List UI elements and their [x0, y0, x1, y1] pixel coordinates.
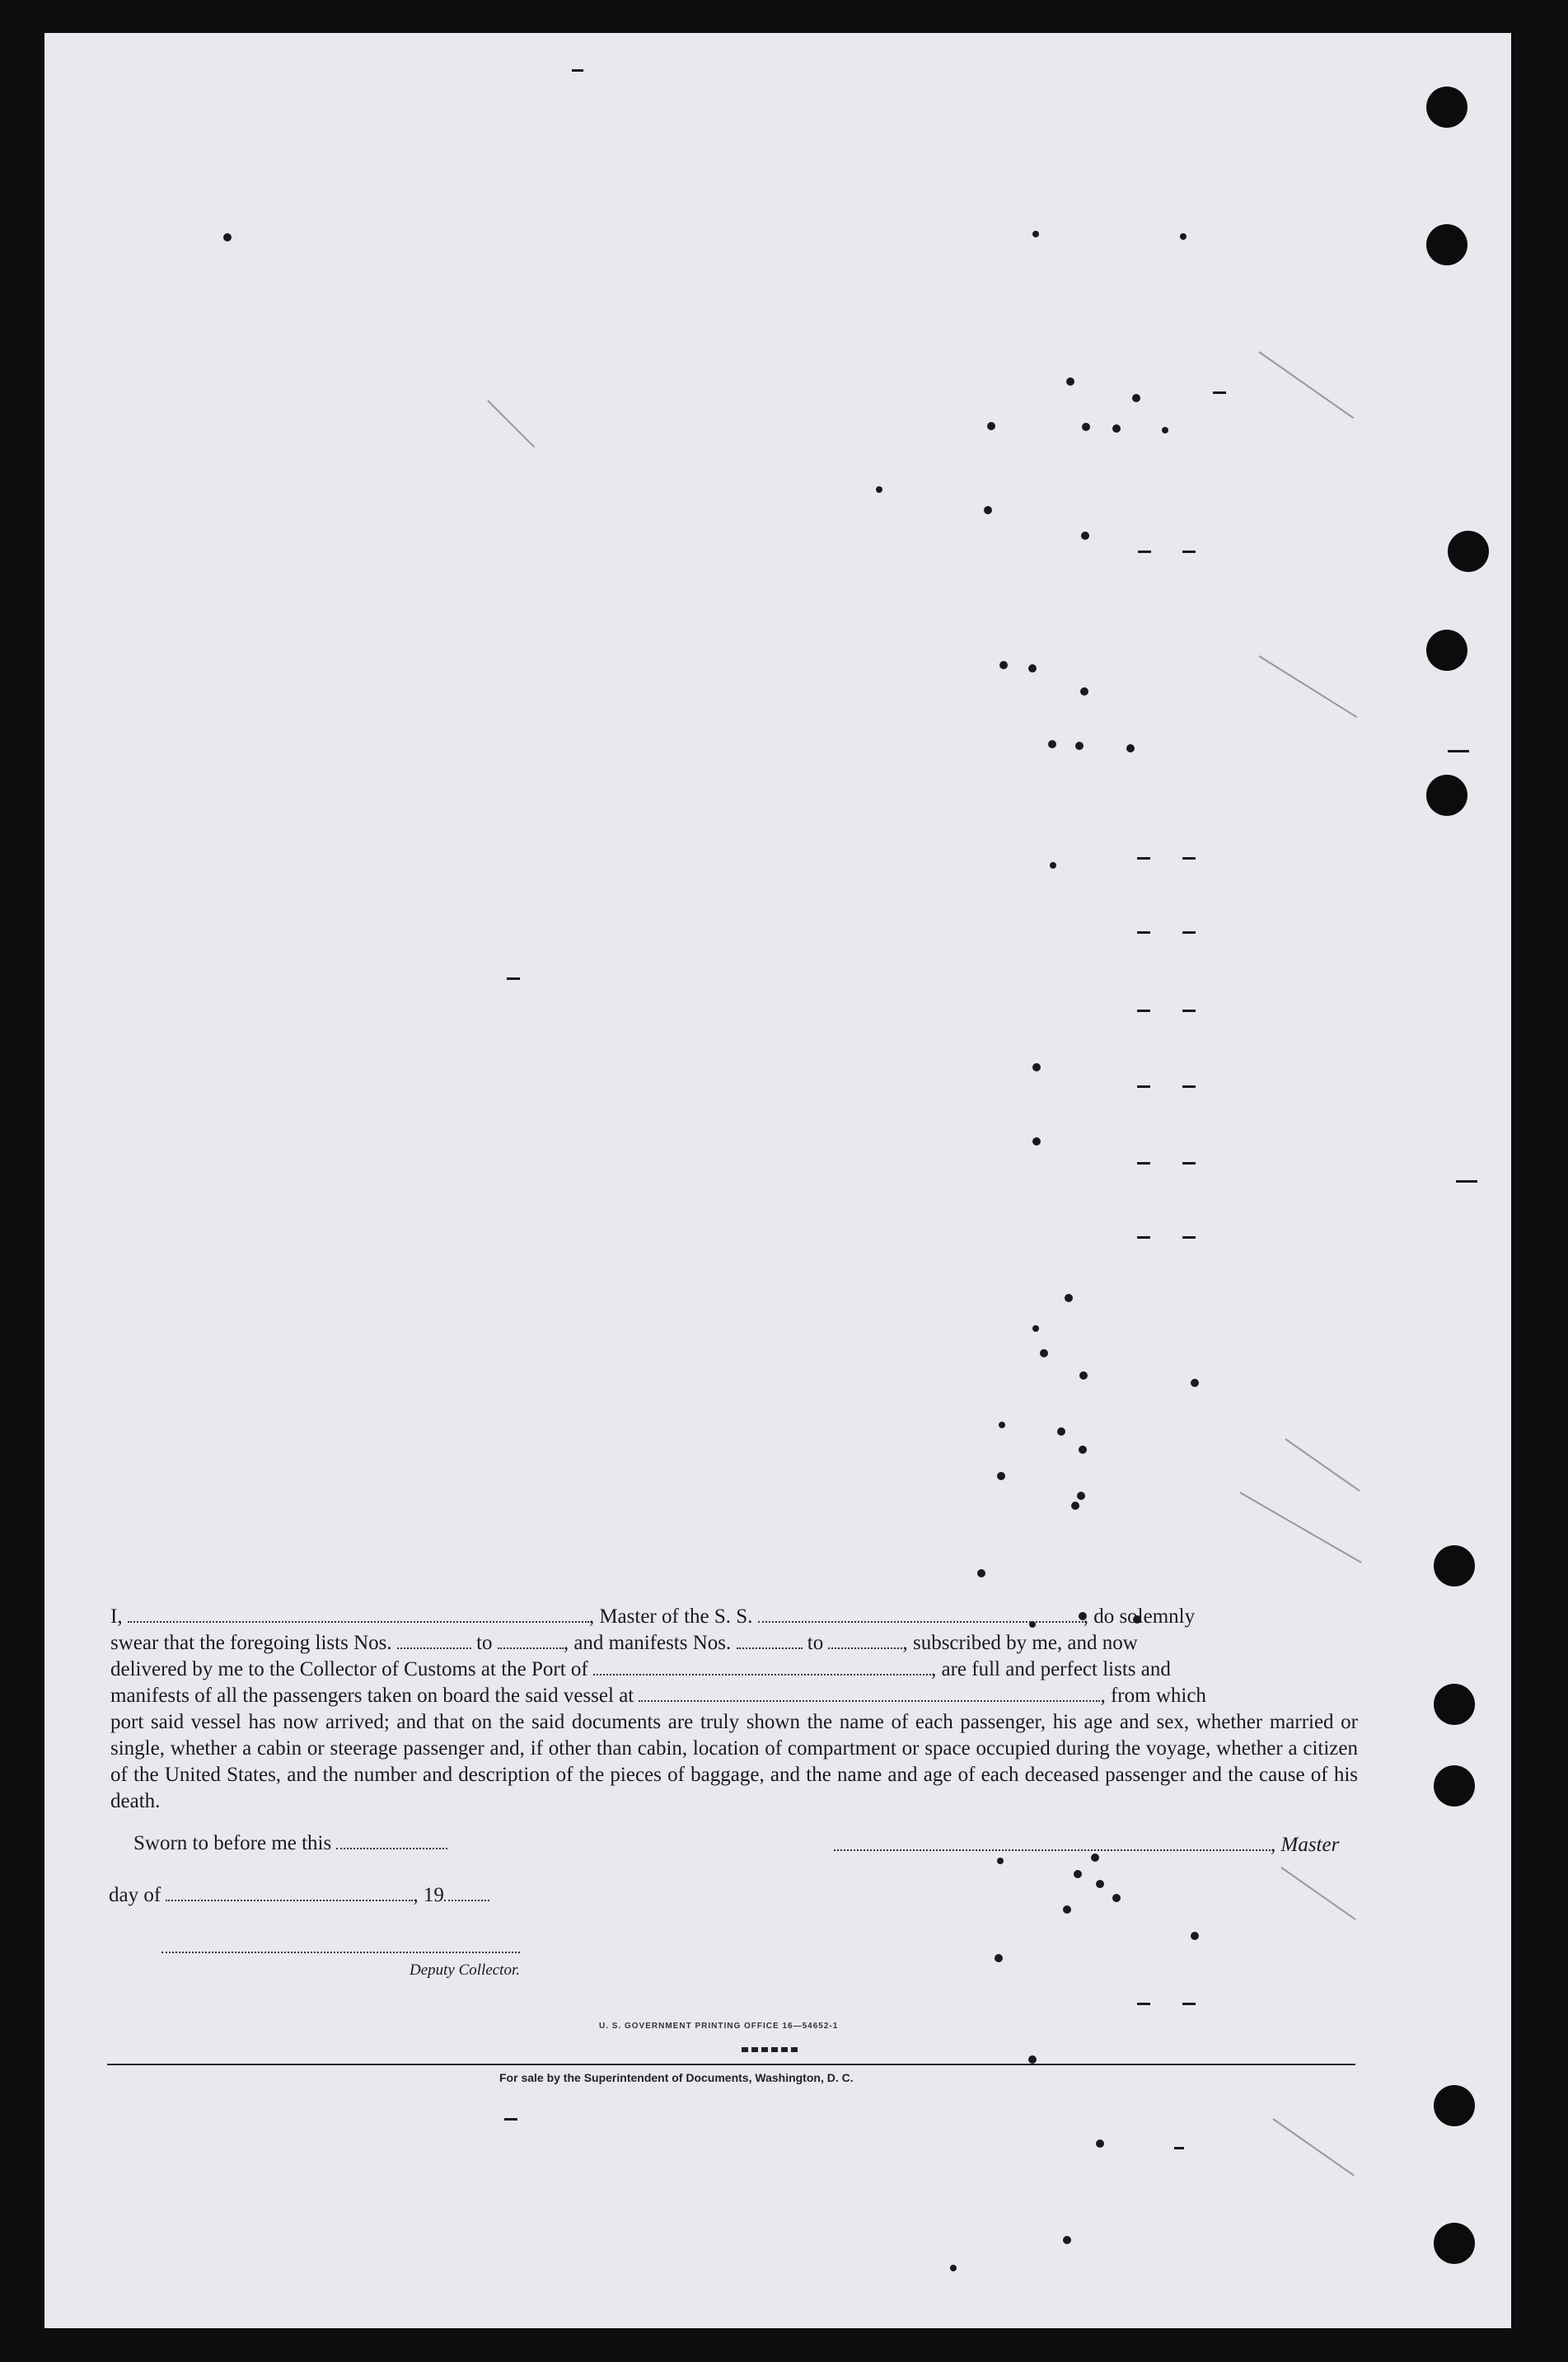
oath-text: , do solemnly — [1083, 1605, 1196, 1628]
sworn-label: Sworn to before me this — [133, 1832, 337, 1854]
ink-speck — [997, 1472, 1005, 1480]
oath-text: swear that the foregoing lists Nos. — [110, 1632, 397, 1654]
ink-speck — [1065, 1294, 1073, 1302]
master-name-field — [128, 1606, 589, 1623]
ink-speck — [1162, 427, 1168, 434]
ink-speck — [1032, 1325, 1039, 1332]
oath-text: delivered by me to the Collector of Customs at the Port of — [110, 1658, 593, 1680]
ink-speck — [1032, 1137, 1041, 1146]
oath-line-2 — [110, 1630, 1358, 1657]
master-oath — [110, 1604, 1358, 1815]
manifest-to-field — [828, 1633, 902, 1649]
ink-speck — [1126, 744, 1135, 752]
punch-hole — [1434, 2085, 1475, 2126]
oath-body: port said vessel has now arrived; and that on the said documents are truly shown the name of each passenger, his age and sex, whether married or single, whether a cabin or steerage passenger and, if other than cabin, location of compartment or space occupied during the voyage, whether a citizen of the United States, and the number and description of the pieces of baggage, and the name and age of each deceased passenger and the cause of his death. — [110, 1711, 1358, 1812]
ink-speck — [1048, 740, 1056, 748]
ship-name-field — [758, 1606, 1084, 1623]
ink-dash — [507, 977, 520, 980]
footer-rule — [107, 2064, 1355, 2065]
day-line — [109, 1884, 489, 1907]
ink-speck — [1081, 532, 1089, 540]
port-field — [593, 1659, 931, 1675]
ink-speck — [984, 506, 992, 514]
ink-speck — [1075, 742, 1084, 750]
oath-line-3 — [110, 1657, 1358, 1683]
master-signature-line — [834, 1834, 1339, 1857]
ink-speck — [1032, 231, 1039, 237]
printing-office-note: U. S. GOVERNMENT PRINTING OFFICE 16—54652-1 — [599, 2022, 839, 2031]
ink-speck — [1112, 1894, 1121, 1902]
master-label: , Master — [1271, 1834, 1340, 1856]
for-sale-note: For sale by the Superintendent of Documents, Washington, D. C. — [499, 2071, 854, 2084]
ink-dash — [1182, 1085, 1196, 1088]
list-from-field — [397, 1633, 471, 1649]
ink-speck — [1071, 1502, 1079, 1510]
ink-speck — [1028, 2055, 1037, 2064]
ink-dash — [1137, 931, 1150, 934]
ink-dash — [1137, 1162, 1150, 1165]
day-of-label: day of — [109, 1884, 166, 1906]
oath-text: , and manifests Nos. — [563, 1632, 737, 1654]
oath-text: manifests of all the passengers taken on board the said vessel at — [110, 1685, 639, 1707]
punch-hole — [1426, 224, 1467, 265]
departure-port-field — [639, 1685, 1100, 1702]
oath-text: , are full and perfect lists and — [931, 1658, 1171, 1680]
ink-speck — [1063, 2236, 1071, 2244]
ink-speck — [1057, 1427, 1065, 1436]
ink-speck — [1066, 377, 1074, 386]
ink-speck — [1074, 1870, 1082, 1878]
ink-speck — [997, 1858, 1004, 1864]
oath-line-1 — [110, 1604, 1358, 1630]
punch-hole — [1426, 630, 1467, 671]
ink-speck — [1180, 233, 1187, 240]
deputy-collector-block — [161, 1937, 520, 1980]
printer-ornament — [742, 2047, 799, 2052]
ink-dash — [504, 2118, 517, 2121]
sworn-line — [133, 1832, 447, 1855]
oath-text: to — [470, 1632, 498, 1654]
list-to-field — [498, 1633, 564, 1649]
ink-speck — [987, 422, 995, 430]
ink-speck — [1112, 424, 1121, 433]
ink-speck — [999, 661, 1008, 669]
ink-speck — [999, 1422, 1005, 1428]
ink-speck — [1079, 1446, 1087, 1454]
day-field — [166, 1885, 413, 1901]
ink-dash — [1182, 1236, 1196, 1239]
ink-speck — [223, 233, 232, 241]
ink-speck — [1050, 862, 1056, 869]
punch-hole — [1434, 1765, 1475, 1807]
ink-speck — [1082, 423, 1090, 431]
ink-speck — [1191, 1932, 1199, 1940]
ink-speck — [1077, 1492, 1085, 1500]
margin-mark — [1456, 1180, 1477, 1183]
document-page — [44, 33, 1511, 2328]
ink-dash — [1182, 931, 1196, 934]
ink-speck — [1063, 1905, 1071, 1914]
year-label: , 19 — [413, 1884, 444, 1906]
ink-dash — [1137, 1010, 1150, 1012]
punch-hole — [1434, 1545, 1475, 1586]
oath-text: , Master of the S. S. — [588, 1605, 758, 1628]
oath-text: , subscribed by me, and now — [902, 1632, 1138, 1654]
punch-hole — [1426, 775, 1467, 816]
year-field — [444, 1885, 489, 1901]
sworn-date-field — [336, 1833, 447, 1849]
ink-dash — [1182, 551, 1196, 553]
ink-speck — [1080, 687, 1088, 696]
ink-dash — [1137, 2003, 1150, 2005]
punch-hole — [1448, 531, 1489, 572]
oath-line-4 — [110, 1683, 1358, 1709]
ink-speck — [1132, 394, 1140, 402]
master-signature-field — [834, 1835, 1271, 1851]
punch-hole — [1426, 87, 1467, 128]
ink-speck — [1032, 1063, 1041, 1071]
ink-dash — [1174, 2147, 1184, 2149]
oath-text: , from which — [1100, 1685, 1206, 1707]
margin-mark — [1448, 750, 1469, 752]
ink-speck — [876, 486, 882, 493]
ink-dash — [1213, 391, 1226, 394]
ink-speck — [1079, 1371, 1088, 1380]
ink-speck — [1096, 2139, 1104, 2148]
oath-text: to — [802, 1632, 829, 1654]
ink-speck — [1096, 1880, 1104, 1888]
ink-dash — [572, 69, 583, 72]
ink-speck — [1028, 664, 1037, 673]
ink-speck — [1040, 1349, 1048, 1357]
deputy-collector-label: Deputy Collector. — [409, 1961, 520, 1979]
ink-dash — [1138, 551, 1151, 553]
ink-dash — [1182, 2003, 1196, 2005]
ink-dash — [1182, 1162, 1196, 1165]
ink-speck — [995, 1954, 1003, 1962]
ink-dash — [1137, 857, 1150, 860]
deputy-signature-field — [161, 1937, 520, 1953]
ink-dash — [1137, 1236, 1150, 1239]
ink-speck — [950, 2265, 957, 2271]
punch-hole — [1434, 1684, 1475, 1725]
ink-dash — [1182, 857, 1196, 860]
oath-text: I, — [110, 1605, 128, 1628]
ink-speck — [977, 1569, 985, 1577]
ink-dash — [1137, 1085, 1150, 1088]
punch-hole — [1434, 2223, 1475, 2264]
manifest-from-field — [737, 1633, 803, 1649]
ink-dash — [1182, 1010, 1196, 1012]
ink-speck — [1191, 1379, 1199, 1387]
